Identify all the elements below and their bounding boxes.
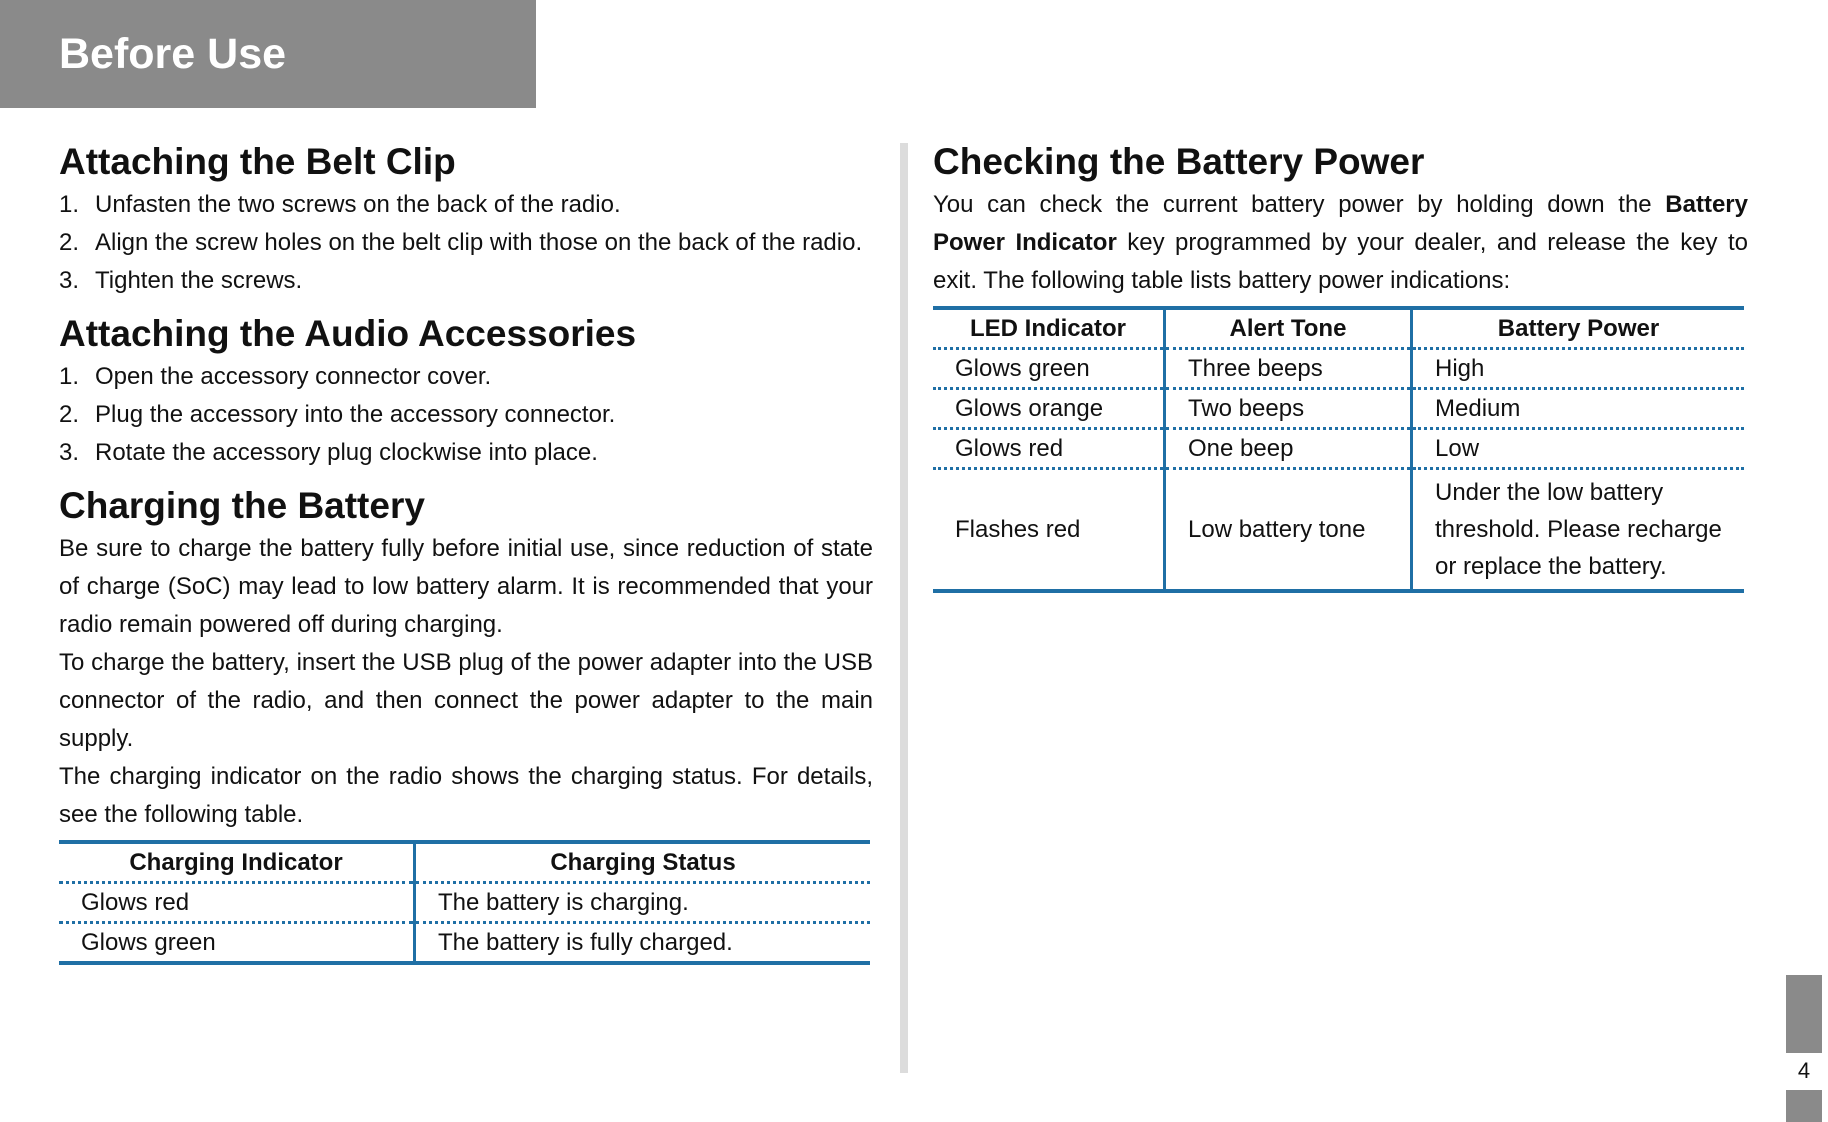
table-cell: Glows red [81, 889, 190, 916]
table-header-cell: Charging Status [415, 842, 871, 883]
table-cell: One beep [1165, 429, 1412, 469]
table-cell: Low battery tone [1165, 469, 1412, 592]
list-item [59, 186, 873, 224]
table-row [933, 469, 1744, 592]
battery-check-heading: Checking the Battery Power [933, 141, 1425, 182]
table-cell: High [1412, 349, 1745, 389]
right-column [933, 138, 1748, 593]
belt-clip-heading: Attaching the Belt Clip [59, 141, 456, 182]
left-column [59, 138, 873, 965]
list-item [59, 358, 873, 396]
page-section-title: Before Use [59, 30, 287, 78]
table-cell: The battery is fully charged. [415, 923, 871, 964]
table-cell: Glows green [81, 929, 216, 956]
table-cell: Three beeps [1165, 349, 1412, 389]
charging-heading: Charging the Battery [59, 485, 425, 526]
step-number: 2. [59, 401, 80, 428]
page-number: 4 [1797, 1058, 1811, 1083]
list-item [59, 262, 873, 300]
table-row [59, 883, 870, 923]
page-edge-tab [1786, 1090, 1822, 1122]
table-header-cell: Charging Indicator [129, 849, 343, 876]
step-text: Unfasten the two screws on the back of the radio. [95, 191, 621, 218]
table-header-cell: Battery Power [1412, 308, 1745, 349]
page-edge-tab [1786, 975, 1822, 1053]
step-number: 1. [59, 191, 80, 218]
table-cell: Flashes red [955, 516, 1081, 543]
list-item [59, 224, 873, 262]
intro-text: You can check the current battery power by holding down the [933, 191, 1666, 218]
table-header-cell: LED Indicator [969, 315, 1126, 342]
step-text: Rotate the accessory plug clockwise into place. [95, 439, 598, 466]
list-item [59, 434, 873, 472]
step-number: 1. [59, 363, 80, 390]
intro-text: key programmed by your dealer, and release the key to exit. The following table lists battery power indications: [933, 229, 1748, 294]
belt-clip-steps [59, 186, 873, 300]
column-divider [900, 143, 908, 1073]
step-text: Align the screw holes on the belt clip with those on the back of the radio. [95, 229, 863, 256]
table-cell: Low [1412, 429, 1745, 469]
table-cell: Medium [1412, 389, 1745, 429]
charging-paragraph-3: The charging indicator on the radio shows the charging status. For details, see the following table. [59, 763, 873, 828]
table-cell: Under the low battery threshold. Please recharge or replace the battery. [1412, 469, 1745, 592]
table-row [933, 389, 1744, 429]
step-number: 2. [59, 229, 80, 256]
step-text: Tighten the screws. [95, 267, 303, 294]
table-cell: Glows green [955, 355, 1090, 382]
list-item [59, 396, 873, 434]
battery-power-table [933, 306, 1744, 593]
charging-paragraph-2: To charge the battery, insert the USB plug of the power adapter into the USB connector of the radio, and then connect the power adapter to the main supply. [59, 649, 873, 752]
key-name: Battery Power Indicator [933, 191, 1748, 256]
table-header-cell: Alert Tone [1165, 308, 1412, 349]
table-header-row [59, 842, 870, 883]
step-text: Open the accessory connector cover. [95, 363, 492, 390]
audio-heading: Attaching the Audio Accessories [59, 313, 637, 354]
table-cell: Glows red [955, 435, 1064, 462]
step-text: Plug the accessory into the accessory connector. [95, 401, 616, 428]
table-row [933, 349, 1744, 389]
audio-steps [59, 358, 873, 472]
table-cell: Glows orange [955, 395, 1104, 422]
battery-check-intro [933, 186, 1748, 300]
step-number: 3. [59, 267, 80, 294]
charging-paragraph-1: Be sure to charge the battery fully before initial use, since reduction of state of charge (SoC) may lead to low battery alarm. It is recommended that your radio remain powered off during charging. [59, 535, 873, 638]
table-cell: Two beeps [1165, 389, 1412, 429]
table-header-row [933, 308, 1744, 349]
step-number: 3. [59, 439, 80, 466]
table-row [59, 923, 870, 964]
table-cell: The battery is charging. [415, 883, 871, 923]
charging-table [59, 840, 870, 965]
table-row [933, 429, 1744, 469]
header-banner [0, 0, 536, 108]
